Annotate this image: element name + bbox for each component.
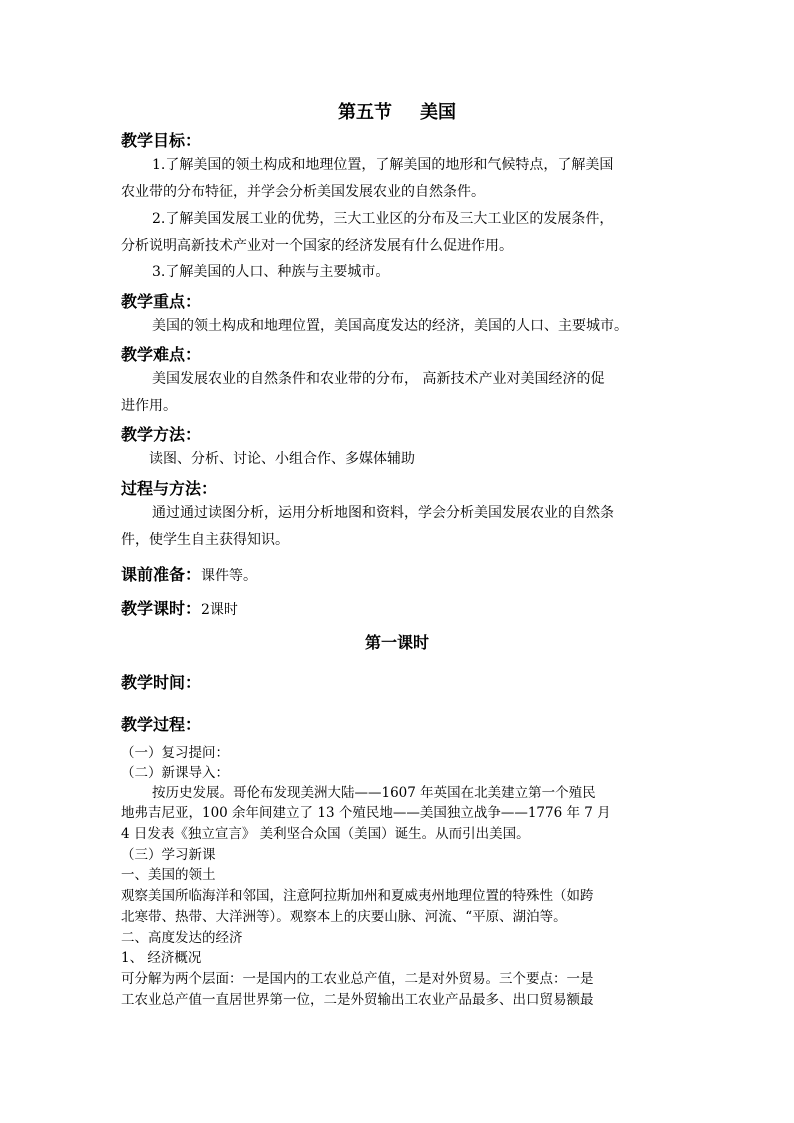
intro-line-1: 按历史发展。哥伦布发现美洲大陆——1607 年英国在北美建立第一个殖民 [152,785,596,801]
objective-3: 3.了解美国的人口、种族与主要城市。 [152,264,390,280]
class-hours-label: 教学课时： [121,599,202,618]
territory-line-2: 北寒带、热带、大洋洲等）。观察本上的庆要山脉、河流、“平原、湖泊等。 [121,909,567,925]
territory-heading: 一、美国的领土 [121,867,216,883]
intro-line-3: 4 日发表《独立宣言》 美利坚合众国（美国）诞生。从而引出美国。 [121,826,530,842]
methods-text: 读图、分析、讨论、小组合作、多媒体辅助 [149,451,415,467]
preparation-label: 课前准备： [121,565,202,584]
key-points-heading: 教学重点： [121,292,202,311]
objective-1-line-2: 农业带的分布特征，并学会分析美国发展农业的自然条件。 [121,184,485,200]
process-methods-line-1: 通过通过读图分析，运用分析地图和资料，学会分析美国发展农业的自然条 [152,505,614,521]
methods-heading: 教学方法： [121,425,202,444]
preparation-text: 课件等。 [201,568,258,584]
new-lesson-item: （三）学习新课 [121,847,216,863]
process-methods-heading: 过程与方法： [121,479,218,498]
page-title [0,98,794,124]
difficulties-line-2: 进作用。 [121,398,177,414]
preparation-heading [121,562,257,585]
economy-line-2: 工农业总产值一直居世界第一位，二是外贸输出工农业产品最多、出口贸易额最 [121,992,594,1008]
difficulties-line-1: 美国发展农业的自然条件和农业带的分布， 高新技术产业对美国经济的促 [152,371,605,387]
class-hours-text: 2课时 [201,602,238,618]
intro-line-2: 地弗吉尼亚，100 余年间建立了 13 个殖民地——美国独立战争——1776 年 7 月 [121,805,611,821]
economy-line-1: 可分解为两个层面：一是国内的工农业总产值，二是对外贸易。三个要点：一是 [121,971,594,987]
key-points-text: 美国的领土构成和地理位置，美国高度发达的经济，美国的人口、主要城市。 [152,318,628,334]
teaching-time-heading: 教学时间： [121,673,202,692]
economy-subheading: 1、 经济概况 [121,950,202,966]
class-hours-heading [121,596,238,619]
title-section: 第五节 [338,102,392,123]
objective-2-line-2: 分析说明高新技术产业对一个国家的经济发展有什么促进作用。 [121,238,513,254]
intro-item: （二）新课导入： [121,765,229,781]
teaching-process-heading: 教学过程： [121,715,202,734]
objectives-heading: 教学目标： [121,131,202,150]
objective-2-line-1: 2.了解美国发展工业的优势，三大工业区的分布及三大工业区的发展条件， [152,211,614,227]
lesson-1-title: 第一课时 [364,633,429,652]
process-methods-line-2: 件，使学生自主获得知识。 [121,532,289,548]
review-item: （一）复习提问： [121,745,229,761]
territory-line-1: 观察美国所临海洋和邻国，注意阿拉斯加州和夏威夷州地理位置的特殊性（如跨 [121,888,594,904]
title-country: 美国 [420,102,456,123]
economy-heading: 二、高度发达的经济 [121,930,243,946]
objective-1-line-1: 1.了解美国的领土构成和地理位置，了解美国的地形和气候特点，了解美国 [152,157,614,173]
difficulties-heading: 教学难点： [121,345,202,364]
